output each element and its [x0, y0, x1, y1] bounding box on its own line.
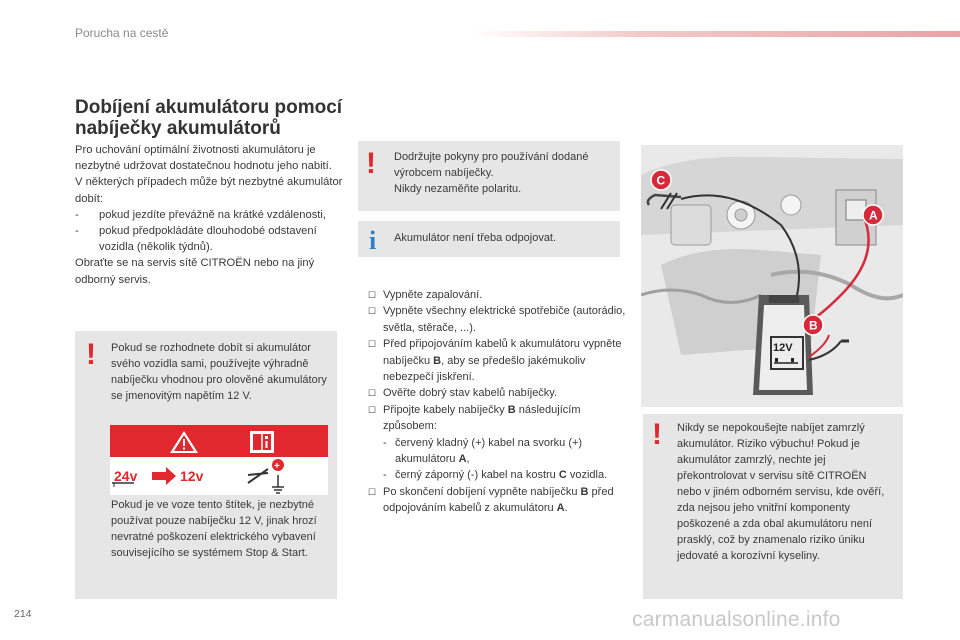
- label-12v: 12v: [180, 468, 204, 484]
- checkbox-icon: ☐: [368, 404, 377, 415]
- intro-paragraph-2: V některých případech může být nezbytné akumulátor dobít:: [75, 176, 343, 205]
- label-24v: 24v: [114, 468, 138, 484]
- page-title: Dobíjení akumulátoru pomocí nabíječky akumulátorů: [75, 97, 343, 139]
- charging-steps: [368, 287, 630, 517]
- section-header: Porucha na cestě: [75, 26, 169, 40]
- svg-text:A: A: [869, 208, 878, 223]
- polarity-warning: Nikdy nezaměňte polaritu.: [394, 183, 522, 195]
- intro-paragraph-1: Pro uchování optimální životnosti akumulátoru je nezbytné udržovat dostatečnou hodnotu jeho nabití.: [75, 144, 332, 173]
- engine-bay-figure: [641, 145, 903, 407]
- page-number: 214: [14, 608, 32, 620]
- step-item: ☐ Ověřte dobrý stav kabelů nabíječky.: [368, 385, 630, 401]
- svg-text:C: C: [656, 173, 666, 188]
- checkbox-icon: ☐: [368, 306, 377, 317]
- svg-text:B: B: [809, 318, 818, 333]
- warning-text-label: Pokud je ve voze tento štítek, je nezbytné používat pouze nabíječku 12 V, jinak hrozí nevratné poškození elektrického vybavení souvisejícího se systémem Stop & Start.: [111, 499, 317, 559]
- step-item: ☐ Před připojováním kabelů k akumulátoru vypněte nabíječku B, aby se předešlo jakémukoliv nebezpečí jiskření.: [368, 336, 630, 385]
- battery-charger-illustration: [753, 295, 813, 395]
- list-item: - pokud předpokládáte dlouhodobé odstavení vozidla (několik týdnů).: [75, 225, 317, 254]
- checkbox-icon: ☐: [368, 290, 377, 300]
- checkbox-icon: ☐: [368, 339, 377, 350]
- watermark: carmanualsonline.info: [632, 608, 841, 631]
- list-item: - pokud jezdíte převážně na krátké vzdálenosti,: [75, 208, 326, 221]
- header-gradient-bar: [470, 31, 960, 37]
- sub-step-item: - černý záporný (-) kabel na kostru C vozidla.: [383, 469, 608, 482]
- warning-text-voltage: Pokud se rozhodnete dobít si akumulátor svého vozidla sami, používejte výhradně nabíječku vhodnou pro olověné akumulátory se jmenovitým napětím 12 V.: [111, 342, 327, 402]
- step-item: ☐ Vypněte zapalování.: [368, 287, 630, 303]
- label-a-badge: [863, 205, 883, 225]
- warning-icon: !: [86, 338, 96, 371]
- label-b-badge: [803, 315, 823, 335]
- charger-12v-label: 12V: [773, 342, 793, 354]
- svg-text:+: +: [274, 461, 280, 472]
- checkbox-icon: ☐: [368, 388, 377, 399]
- manual-book-icon: [250, 431, 274, 453]
- step-item: ☐ Po skončení dobíjení vypněte nabíječku B před odpojováním kabelů z akumulátoru A.: [368, 484, 630, 517]
- step-item: ☐ Vypněte všechny elektrické spotřebiče (autorádio, světla, stěrače, ...).: [368, 303, 630, 336]
- info-icon: i: [369, 226, 377, 255]
- polarity-instruction: Dodržujte pokyny pro používání dodané výrobcem nabíječky.: [394, 151, 589, 179]
- info-box-disconnect: [358, 221, 620, 257]
- step-item: ☐ Připojte kabely nabíječky B následujícím způsobem:: [368, 402, 630, 435]
- warning-icon: !: [366, 147, 376, 180]
- label-c-badge: [651, 170, 671, 190]
- warning-box-frozen-battery: [643, 414, 903, 599]
- sub-step-item: - červený kladný (+) kabel na svorku (+) akumulátoru A,: [383, 436, 583, 466]
- stop-start-label-image: [110, 425, 328, 495]
- checkbox-icon: ☐: [368, 486, 377, 497]
- frozen-battery-warning: Nikdy se nepokoušejte nabíjet zamrzlý akumulátor. Riziko výbuchu! Pokud je akumulátor zamrzlý, nechte jej překontrolovat v servisu sítě CITROËN nebo v jiném odborném servisu, kde ověří, zda nejsou jeho vnitřní komponenty poškozené a zda obal akumulátoru není prasklý, což by znamenalo riziko úniku jedovaté a korozívní kyseliny.: [677, 422, 885, 562]
- intro-text: [75, 142, 343, 288]
- warning-box-polarity: [358, 141, 620, 211]
- info-text: Akumulátor není třeba odpojovat.: [394, 232, 557, 244]
- warning-icon: !: [652, 418, 662, 451]
- intro-paragraph-3: Obraťte se na servis sítě CITROËN nebo na jiný odborný servis.: [75, 257, 315, 286]
